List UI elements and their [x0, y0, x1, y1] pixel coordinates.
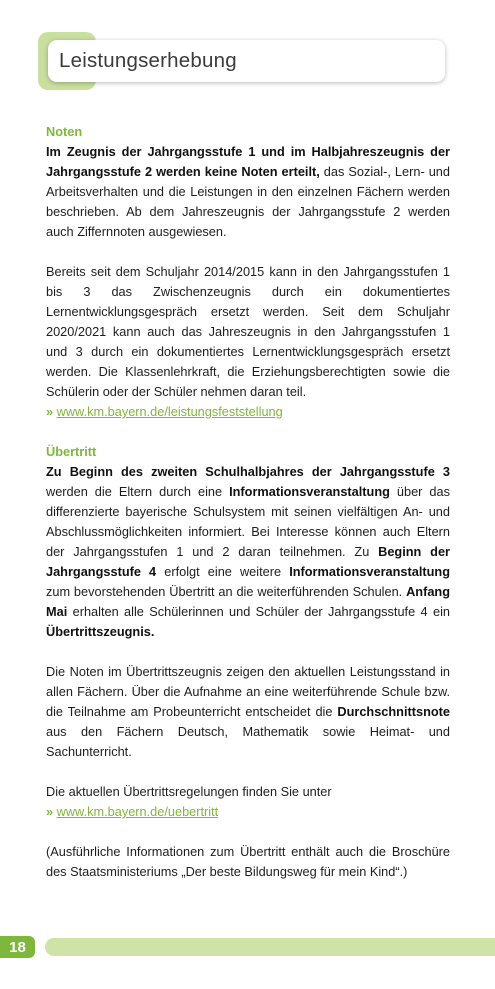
- uebertritt-p1-segment: Übertrittszeugnis.: [46, 624, 155, 639]
- footer-bar: [45, 938, 495, 956]
- uebertritt-paragraph-3: [46, 782, 450, 822]
- link-leistungsfeststellung[interactable]: www.km.bayern.de/leistungsfeststellung: [56, 404, 283, 419]
- noten-paragraph-1: [46, 142, 450, 242]
- link-uebertritt[interactable]: www.km.bayern.de/uebertritt: [56, 804, 219, 819]
- noten-p1-bold: Im Zeugnis der Jahrgangsstufe 1 und im Halbjahreszeugnis der Jahrgangsstufe 2 werden keine Noten erteilt,: [46, 144, 450, 179]
- section-noten: [46, 122, 450, 422]
- section-title-uebertritt: Übertritt: [46, 444, 97, 459]
- noten-link-row: [46, 402, 450, 422]
- header-box: [48, 40, 445, 82]
- uebertritt-paragraph-1: [46, 462, 450, 642]
- section-title-noten: Noten: [46, 124, 83, 139]
- section-uebertritt: [46, 442, 450, 882]
- noten-p1-text: das Sozial-, Lern- und Arbeitsverhalten und die Leistungen in den einzelnen Fächern werden beschrieben. Ab dem Jahreszeugnis der Jahrgangsstufe 2 werden auch Ziffernnoten ausgewiesen.: [46, 164, 450, 239]
- page-title: Leistungserhebung: [59, 49, 237, 72]
- uebertritt-p1-segment: erfolgt eine weitere: [156, 564, 290, 579]
- page-number: 18: [0, 936, 35, 958]
- uebertritt-p1-segment: Informationsveranstaltung: [229, 484, 390, 499]
- uebertritt-p2-text-a: Die Noten im Übertrittszeugnis zeigen den aktuellen Leistungsstand in allen Fächern. Über die Aufnahme an eine weiterführende Schule bzw. die Teilnahme am Probeunterricht entscheidet die: [46, 664, 450, 719]
- uebertritt-p1-segment: über das differenzierte bayerische Schulsystem mit seinen vielfältigen An- und Abschlussmöglichkeiten informiert. Bei Interesse können auch Eltern der Jahrgangsstufen 1 und 2 daran teilnehmen. Zu: [46, 484, 450, 559]
- uebertritt-paragraph-2: [46, 662, 450, 762]
- uebertritt-p3-text: Die aktuellen Übertrittsregelungen finden Sie unter: [46, 784, 332, 799]
- uebertritt-p1-segment: Beginn der Jahrgangsstufe 4: [46, 544, 450, 579]
- content: [46, 122, 450, 902]
- noten-paragraph-2: Bereits seit dem Schuljahr 2014/2015 kann in den Jahrgangsstufen 1 bis 3 das Zwischenzeugnis durch ein dokumentiertes Lernentwicklungsgespräch ersetzt werden. Seit dem Schuljahr 2020/2021 kann auch das Jahreszeugnis in den Jahrgangsstufen 1 und 3 durch ein dokumentiertes Lernentwicklungsgespräch ersetzt werden. Die Klassenlehrkraft, die Erziehungsberechtigten sowie die Schülerin oder der Schüler nehmen daran teil.: [46, 264, 450, 399]
- uebertritt-p1-segment: zum bevorstehenden Übertritt an die weiterführenden Schulen.: [46, 584, 407, 599]
- uebertritt-p1-segment: werden die Eltern durch eine: [46, 484, 230, 499]
- link-arrow-icon: »: [46, 804, 54, 819]
- uebertritt-p1-segment: Anfang Mai: [46, 584, 450, 619]
- uebertritt-p1-segment: erhalten alle Schülerinnen und Schüler der Jahrgangsstufe 4 ein: [67, 604, 450, 619]
- link-arrow-icon: »: [46, 404, 54, 419]
- uebertritt-p1-segment: Informationsveranstaltung: [289, 564, 451, 579]
- uebertritt-p1-segment: Zu Beginn des zweiten Schulhalbjahres der Jahrgangsstufe 3: [46, 464, 450, 479]
- uebertritt-paragraph-4: (Ausführliche Informationen zum Übertritt enthält auch die Broschüre des Staatsministeriums „Der beste Bildungsweg für mein Kind“.): [46, 844, 450, 879]
- uebertritt-p2-bold: Durchschnittsnote: [337, 704, 450, 719]
- uebertritt-p2-text-b: aus den Fächern Deutsch, Mathematik sowie Heimat- und Sachunterricht.: [46, 724, 450, 759]
